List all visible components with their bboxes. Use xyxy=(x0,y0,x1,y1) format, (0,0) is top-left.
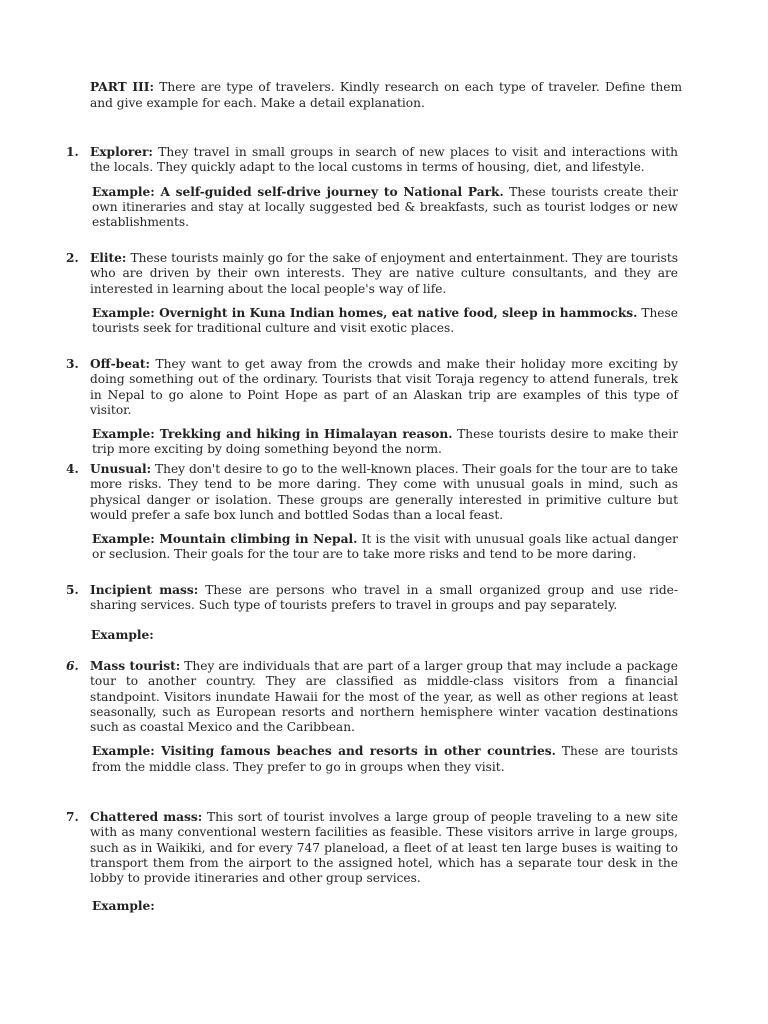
item-example xyxy=(92,306,678,337)
example-label: Example: Overnight in Kuna Indian homes, eat native food, sleep in hammocks. xyxy=(92,305,638,320)
item-term: Off-beat: xyxy=(90,357,150,371)
list-item xyxy=(66,659,678,775)
example-text: These are tourists from the middle class. They prefer to go in groups when they visit. xyxy=(92,744,678,774)
example-label: Example: A self-guided self-drive journey to National Park. xyxy=(92,184,504,199)
example-text: These tourists desire to make their trip more exciting by doing something beyond the norm. xyxy=(92,427,678,457)
item-definition xyxy=(90,583,678,614)
item-example xyxy=(92,744,678,775)
item-example xyxy=(92,532,678,563)
example-text: These tourists create their own itineraries and stay at locally suggested bed & breakfasts, such as tourist lodges or new establishments. xyxy=(92,184,678,230)
item-definition xyxy=(90,251,678,297)
item-example xyxy=(91,628,678,643)
item-number: 2. xyxy=(66,251,79,265)
intro-label: PART III: xyxy=(90,80,154,94)
item-definition-text: They travel in small groups in search of new places to visit and interactions with the locals. They quickly adapt to the local customs in terms of housing, diet, and lifestyle. xyxy=(90,145,678,175)
list-item xyxy=(66,145,678,230)
example-label: Example: Mountain climbing in Nepal. xyxy=(92,532,358,547)
item-number: 5. xyxy=(66,583,79,597)
example-label: Example: xyxy=(91,627,154,642)
item-example xyxy=(92,427,678,458)
item-number: 6. xyxy=(66,659,79,673)
example-text: These tourists seek for traditional culture and visit exotic places. xyxy=(92,305,678,336)
item-definition-text: These tourists mainly go for the sake of enjoyment and entertainment. They are tourists who are driven by their own interests. They are native culture consultants, and they are interested in learning about the local people's way of life. xyxy=(90,251,678,296)
list-item xyxy=(66,357,678,458)
item-definition-text: This sort of tourist involves a large group of people traveling to a new site with as many conventional western facilities as feasible. These visitors arrive in large groups, such as in Waikiki, and for every 747 planeload, a fleet of at least ten large buses is waiting to transport them from the airport to the assigned hotel, which has a separate tour desk in the lobby to provide itineraries and other group services. xyxy=(90,810,678,886)
list-item xyxy=(66,810,678,915)
example-text: It is the visit with unusual goals like actual danger or seclusion. Their goals for the tour are to take more risks and tend to be more daring. xyxy=(92,532,679,562)
item-definition xyxy=(90,145,678,176)
item-definition-text: These are persons who travel in a small organized group and use ride-sharing services. Such type of tourists prefers to travel in groups and pay separately. xyxy=(90,583,678,613)
list-item xyxy=(66,251,678,336)
item-definition-text: They want to get away from the crowds and make their holiday more exciting by doing something out of the ordinary. Tourists that visit Toraja regency to attend funerals, trek in Nepal to go alone to Point Hope as part of an Alaskan trip are examples of this type of visitor. xyxy=(90,357,678,417)
item-number: 1. xyxy=(66,145,79,159)
item-term: Elite: xyxy=(90,251,127,265)
item-term: Incipient mass: xyxy=(90,583,199,597)
item-definition xyxy=(90,357,678,418)
item-example xyxy=(92,899,678,914)
item-definition xyxy=(90,462,678,523)
list-item xyxy=(66,583,678,643)
item-number: 4. xyxy=(66,462,79,476)
item-definition-text: They are individuals that are part of a larger group that may include a package tour to another country. They are classified as middle-class visitors from a financial standpoint. Visitors inundate Hawaii for the most of the year, as well as other regions at least seasonally, such as European resorts and northern hemisphere winter vacation destinations such as coastal Mexico and the Caribbean. xyxy=(90,659,679,735)
intro-text: There are type of travelers. Kindly research on each type of traveler. Define them and give example for each. Make a detail explanation. xyxy=(90,80,683,110)
item-term: Chattered mass: xyxy=(90,810,203,824)
list-item xyxy=(66,462,678,563)
item-term: Explorer: xyxy=(90,145,153,159)
item-definition xyxy=(90,659,678,735)
item-number: 7. xyxy=(66,810,79,824)
item-definition xyxy=(90,810,678,886)
item-term: Unusual: xyxy=(90,462,152,476)
item-definition-text: They don't desire to go to the well-known places. Their goals for the tour are to take more risks. They tend to be more daring. They come with unusual goals in mind, such as physical danger or isolation. These groups are generally interested in primitive culture but would prefer a safe box lunch and bottled Sodas than a local feast. xyxy=(90,462,678,522)
example-label: Example: Visiting famous beaches and resorts in other countries. xyxy=(92,744,556,759)
intro-paragraph xyxy=(90,79,682,111)
example-label: Example: xyxy=(92,899,155,914)
item-number: 3. xyxy=(66,357,79,371)
example-label: Example: Trekking and hiking in Himalayan reason. xyxy=(92,427,453,442)
item-example xyxy=(92,185,678,231)
item-term: Mass tourist: xyxy=(90,659,181,673)
